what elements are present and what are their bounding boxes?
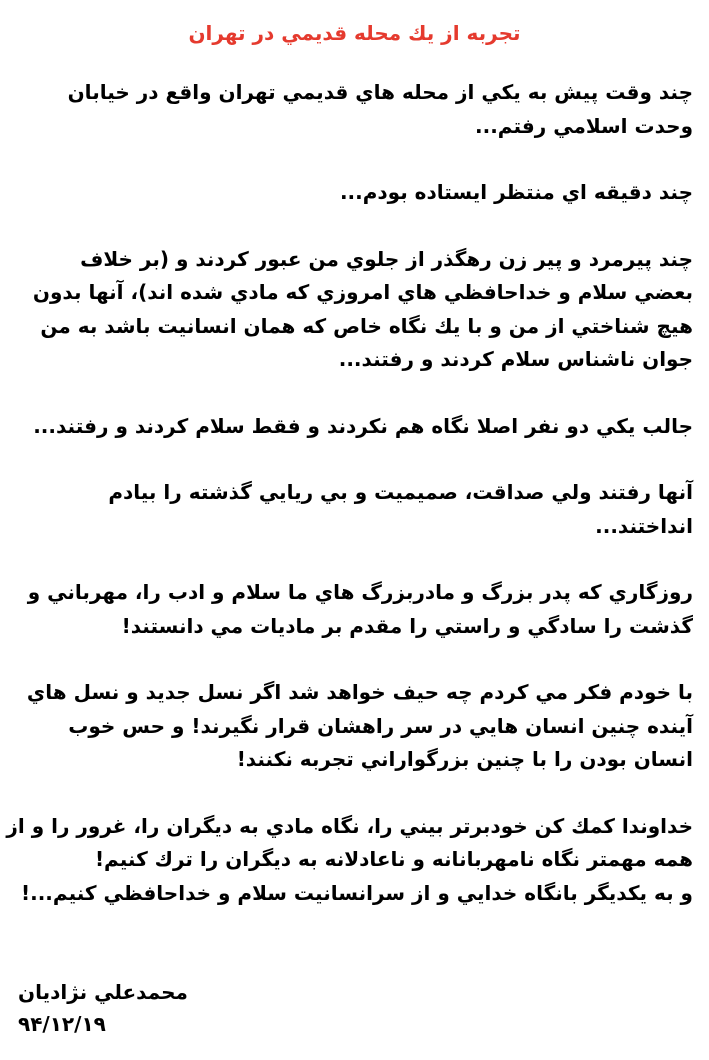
paragraph-7 <box>18 676 693 777</box>
paragraph-3 <box>18 243 693 377</box>
paragraph-line: انسان بودن را با چنين بزرگواراني تجربه نكنند! <box>236 747 693 771</box>
paragraph-line: وحدت اسلامي رفتم... <box>475 113 693 138</box>
signature-block <box>18 976 188 1040</box>
paragraph-2 <box>18 176 693 210</box>
paragraph-line: چند پيرمرد و پير زن رهگذر از جلوي من عبور كردند و (بر خلاف <box>80 246 693 271</box>
paragraph-line: خداوندا كمك كن خودبرتر بيني را، نگاه مادي به ديگران را، غرور را و از <box>6 813 693 838</box>
paragraph-line: آينده چنين انسان هايي در سر راهشان قرار نگيرند! و حس خوب <box>68 713 693 738</box>
paragraph-line: همه مهمتر نگاه نامهربانانه و ناعادلانه به ديگران را ترك كنيم! <box>94 847 693 871</box>
paragraph-8 <box>6 810 693 911</box>
paragraph-4 <box>18 410 693 444</box>
paragraph-6 <box>18 576 693 643</box>
paragraph-1 <box>18 76 693 143</box>
signature-date: ۹۴/۱۲/۱۹ <box>18 1012 106 1036</box>
paragraph-line: بعضي سلام و خداحافظي هاي امروزي كه مادي شده اند)، آنها بدون <box>32 280 693 304</box>
document-title: تجربه از يك محله قديمي در تهران <box>188 21 521 45</box>
paragraph-5 <box>18 476 693 543</box>
paragraph-line: هيچ شناختي از من و با يك نگاه خاص كه همان انسانيت باشد به من <box>40 313 693 338</box>
paragraph-line: جالب يكي دو نفر اصلا نگاه هم نكردند و فقط سلام كردند و رفتند... <box>33 413 693 438</box>
paragraph-line: چند دقيقه اي منتظر ايستاده بودم... <box>339 180 693 204</box>
paragraph-line: روزگاري كه پدر بزرگ و مادربزرگ هاي ما سلام و ادب را، مهرباني و <box>27 580 693 604</box>
paragraph-line: گذشت را سادگي و راستي را مقدم بر ماديات مي دانستند! <box>121 613 693 638</box>
paragraph-line: و به يكديگر بانگاه خدايي و از سرانسانيت سلام و خداحافظي كنيم...! <box>20 880 693 905</box>
paragraph-line: جوان ناشناس سلام كردند و رفتند... <box>338 347 693 371</box>
paragraph-line: آنها رفتند ولي صداقت، صميميت و بي ريايي گذشته را بيادم <box>108 480 693 504</box>
author-name: محمدعلي نژاديان <box>18 980 188 1004</box>
document-body <box>6 76 693 943</box>
paragraph-line: انداختند... <box>595 513 693 538</box>
paragraph-line: چند وقت پيش به يكي از محله هاي قديمي تهران واقع در خيابان <box>67 80 693 104</box>
paragraph-line: با خودم فكر مي كردم چه حيف خواهد شد اگر نسل جديد و نسل هاي <box>26 680 693 704</box>
